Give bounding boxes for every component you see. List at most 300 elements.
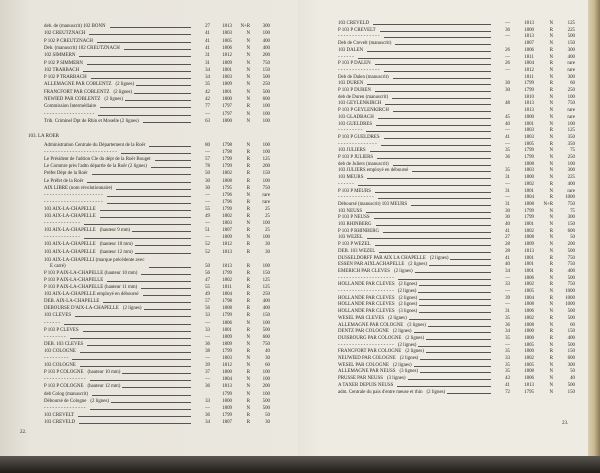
- color-grade: N: [246, 334, 250, 340]
- entry-label-line: FRANCFORT PAR COBLENTZ: [44, 89, 110, 95]
- table-row: [44, 119, 274, 125]
- value: 300: [567, 215, 575, 221]
- entry-main: [338, 135, 494, 141]
- value: 150: [567, 389, 575, 395]
- color-grade: R: [246, 206, 250, 212]
- entry-label: [338, 316, 384, 322]
- entry-label: [338, 189, 371, 195]
- value: 500: [262, 75, 270, 81]
- year: 1809: [222, 341, 232, 347]
- year: 1809: [222, 334, 232, 340]
- leader-line: [411, 205, 491, 206]
- value: 400: [262, 45, 270, 51]
- entry-label-line: A TAXER DEPUIS NEUSS: [338, 382, 394, 388]
- entry-main: [338, 75, 494, 81]
- lines-note: (hauteur 10 mm): [99, 242, 133, 248]
- table-row: [44, 171, 274, 177]
- lines-note: (2 lignes): [388, 315, 407, 321]
- color-grade: N: [549, 121, 553, 127]
- entry-label: [338, 148, 366, 154]
- year: 1802: [524, 315, 534, 321]
- year: 1802: [222, 277, 232, 283]
- entry-label: [44, 157, 151, 163]
- entry-main: [338, 122, 494, 128]
- entry-main: [44, 313, 194, 319]
- entry-main: [44, 164, 194, 170]
- leader-line: [419, 305, 491, 306]
- entry-main: [44, 39, 194, 45]
- year: 1813: [222, 263, 232, 269]
- entry-label-line: HOLLANDE PAR CLEVES: [338, 302, 395, 308]
- entry-label: [338, 229, 379, 235]
- entry-label: [338, 88, 371, 94]
- entry-main: [338, 316, 494, 322]
- table-row: [338, 215, 578, 221]
- entry-main: [338, 349, 494, 355]
- entry-label-line: - - - - - - - -: [44, 334, 66, 340]
- table-row: [44, 271, 274, 277]
- value: 300: [567, 74, 575, 80]
- table-row: [338, 61, 578, 67]
- entry-label-line: NEWIED PAR COBLENTZ: [44, 97, 101, 102]
- lines-note: (2 lignes): [405, 349, 424, 355]
- value: 250: [262, 82, 270, 88]
- color-grade: R: [246, 412, 250, 418]
- value: 750: [567, 282, 575, 288]
- entry-label-line: adm. Centrale du pais d'entre meuse et rhin: [338, 389, 423, 395]
- color-grade: R: [246, 263, 250, 269]
- value: 600: [262, 97, 270, 102]
- catalog-number: 42: [205, 89, 210, 95]
- catalog-number: —: [205, 235, 210, 241]
- table-row: [44, 193, 274, 199]
- entry-main: [44, 171, 194, 177]
- color-grade: N: [246, 60, 250, 66]
- entry-label: [44, 39, 93, 45]
- entry-label-line: 103 AIX-LA-CHAPELLE: [44, 249, 96, 255]
- entry-main: [44, 420, 194, 426]
- leader-line: [419, 312, 491, 313]
- value: 125: [567, 128, 575, 134]
- year: 1804: [524, 295, 534, 301]
- book-cover-shadow: [0, 456, 600, 473]
- entry-label: [338, 249, 375, 255]
- year: 1806: [524, 47, 534, 53]
- entry-label-line: - - - - - - - - - - - - - - - - - - - -: [338, 342, 394, 348]
- leader-line: [393, 78, 491, 79]
- entry-main: [338, 115, 494, 121]
- entry-label: [44, 228, 96, 234]
- catalog-number: 36: [505, 322, 510, 328]
- table-row: [338, 323, 578, 329]
- year: 1805: [524, 362, 534, 368]
- color-grade: N: [549, 215, 553, 221]
- entry-main: [44, 24, 194, 30]
- color-grade: R: [246, 419, 250, 425]
- entry-label-line: Le Commre près l'adtn départle de la Roër (2 lignes): [44, 164, 147, 170]
- year: 1800: [524, 349, 534, 355]
- catalog-number: 49: [205, 214, 210, 219]
- lines-note: (2 lignes): [90, 398, 109, 404]
- table-row: [338, 182, 578, 188]
- entry-label: [44, 278, 103, 284]
- catalog-number: 42: [205, 97, 210, 102]
- lines-note: (2 lignes): [397, 289, 417, 294]
- entry-main: [338, 302, 494, 308]
- table-row: [44, 384, 274, 390]
- entry-main: [44, 335, 194, 341]
- value: 125: [567, 21, 575, 26]
- entry-label: [44, 24, 106, 30]
- color-grade: R: [549, 81, 553, 87]
- catalog-number: 49: [205, 292, 210, 298]
- table-row: [44, 39, 274, 45]
- year: 1805: [524, 289, 534, 294]
- entry-label: [44, 271, 137, 277]
- entry-main: [338, 61, 494, 67]
- leader-line: [414, 332, 491, 333]
- entry-main: [338, 101, 494, 107]
- year: 1803: [222, 356, 232, 361]
- year: 1813: [524, 21, 534, 26]
- year: 1806: [524, 275, 534, 281]
- catalog-number: —: [205, 356, 210, 361]
- year: 1808: [524, 322, 534, 328]
- entry-main: [338, 182, 494, 188]
- entry-label-line: 103 JULIERS employé en déboursé: [338, 168, 409, 174]
- entry-label-line: DUISBOURG PAR COLOGNE: [338, 335, 402, 341]
- lines-note: (2 lignes): [398, 295, 418, 301]
- value: 40: [570, 376, 575, 382]
- year: 1813: [222, 24, 232, 29]
- color-grade: N: [246, 341, 250, 347]
- entry-main: [338, 128, 494, 134]
- lines-note: (hauteur 12 mm): [99, 249, 133, 255]
- entry-label: [338, 222, 372, 228]
- value: 225: [567, 27, 575, 33]
- leader-line: [366, 131, 491, 132]
- color-grade: N: [549, 275, 553, 281]
- year: 1812: [222, 53, 232, 59]
- entry-label: [44, 258, 145, 270]
- catalog-number: 48: [505, 101, 510, 107]
- table-row: [338, 75, 578, 81]
- entry-main: [338, 256, 494, 262]
- entry-label-line: 103 MEURS: [338, 175, 364, 181]
- catalog-number: 34: [205, 75, 210, 81]
- catalog-number: —: [205, 111, 210, 117]
- entry-main: [338, 249, 494, 255]
- leader-line: [107, 196, 191, 197]
- value: 100: [262, 111, 270, 117]
- entry-label-line: P 103 P NEUSS: [338, 215, 370, 221]
- year: 1800: [222, 118, 232, 124]
- year: 1809: [222, 60, 232, 66]
- lines-note: (2 lignes): [397, 342, 417, 348]
- table-row: [44, 75, 274, 81]
- leader-line: [366, 212, 491, 213]
- entry-main: [44, 258, 194, 270]
- entry-label-line: 102 SIMMERN: [44, 53, 76, 59]
- table-row: [44, 370, 274, 376]
- year: 1799: [222, 157, 232, 163]
- table-row: [44, 321, 274, 327]
- entry-label: [338, 21, 369, 27]
- table-row: [44, 157, 274, 163]
- entry-label: [338, 296, 395, 302]
- entry-main: [44, 90, 194, 96]
- leader-line: [375, 64, 491, 65]
- entry-label: [338, 122, 372, 128]
- entry-label-line: - - - - - -: [338, 54, 354, 60]
- entry-label: [338, 162, 389, 168]
- year: 1802: [524, 181, 534, 187]
- entry-label: [338, 195, 374, 201]
- year: 1799: [524, 148, 534, 154]
- color-grade: N: [549, 134, 553, 140]
- color-grade: N: [549, 155, 553, 160]
- entry-label: [338, 269, 390, 275]
- catalog-number: 35: [505, 369, 510, 375]
- entry-label-line: Le Préfet de la Roër: [44, 178, 84, 184]
- year: 1801: [524, 188, 534, 194]
- year: 1795: [524, 389, 534, 395]
- entry-label: [44, 377, 86, 383]
- catalog-number: 56: [205, 306, 210, 312]
- value: 500: [262, 398, 270, 404]
- leader-line: [395, 44, 491, 45]
- entry-main: [338, 189, 494, 195]
- entry-main: [338, 41, 494, 47]
- lines-note: (2 lignes): [122, 306, 142, 312]
- value: 300: [567, 362, 575, 368]
- color-grade: R: [549, 195, 553, 201]
- entry-label-line: 103 GEYLENKIRCH: [338, 101, 382, 107]
- year: 1804: [222, 377, 232, 383]
- lines-note: (2 lignes): [429, 255, 449, 261]
- year: 1797: [222, 104, 232, 110]
- year: 1805: [222, 38, 232, 44]
- entry-main: [44, 377, 194, 383]
- leader-line: [107, 203, 191, 204]
- entry-main: [44, 392, 194, 398]
- entry-label-line: deb de Duren (manuscrit): [338, 94, 389, 100]
- year: 1803: [524, 134, 534, 140]
- value: 500: [567, 315, 575, 321]
- lines-note: (hauteur 10 mm): [87, 370, 121, 376]
- entry-label-line: 103 AIX-LA-CHAPELLE: [44, 214, 96, 219]
- entry-label-line: 103 AIX-LA-CHAPELLE: [44, 242, 96, 248]
- value: 600: [262, 334, 270, 340]
- table-row: [44, 24, 274, 30]
- table-row: [44, 104, 274, 110]
- entry-label-line: - - - - - - - - - - - - - - -: [338, 34, 380, 40]
- entry-label: [44, 299, 99, 305]
- value: 750: [262, 185, 270, 191]
- catalog-number: 30: [505, 88, 510, 93]
- color-grade: N: [549, 376, 553, 382]
- year: 1806: [222, 45, 232, 51]
- leader-line: [122, 387, 191, 388]
- value: 100: [262, 118, 270, 124]
- entry-label-line: P 103 P DUREN: [338, 88, 371, 93]
- entry-label-line: P 103 P COLOGNE: [44, 384, 84, 390]
- year: 1807: [524, 41, 534, 47]
- leader-line: [384, 37, 491, 38]
- leader-line: [79, 423, 191, 424]
- entry-main: [338, 296, 494, 302]
- year: 1804: [524, 195, 534, 201]
- entry-label-line: - - - - - - - - - - - - - - - - - - - - -: [44, 192, 103, 198]
- entry-main: [338, 55, 494, 61]
- entry-label-line: P 103 P JULIERS: [338, 155, 374, 160]
- leader-line: [392, 98, 491, 99]
- color-grade: N: [246, 356, 250, 361]
- entry-label-line: 103 AIX-LA-CHAPELLE: [44, 228, 96, 234]
- color-grade: R: [246, 228, 250, 234]
- color-grade: N: [246, 53, 250, 59]
- catalog-number: —: [505, 302, 510, 308]
- entry-label-line: P 103 P COLOGNE: [44, 370, 84, 376]
- leader-line: [385, 104, 491, 105]
- leader-line: [420, 359, 491, 360]
- table-row: [338, 282, 578, 288]
- entry-main: [338, 162, 494, 168]
- catalog-number: 30: [505, 215, 510, 221]
- entry-label: [44, 363, 76, 369]
- entry-label-line: - - - - - - - - - - - - -: [44, 221, 80, 227]
- entry-label: [44, 119, 139, 125]
- leader-line: [418, 292, 491, 293]
- entry-main: [338, 242, 494, 248]
- color-grade: R: [549, 88, 553, 93]
- entry-label-line: 103 GLADBACH: [338, 114, 374, 120]
- value: 300: [262, 24, 270, 29]
- year: 1796: [222, 192, 232, 198]
- entry-label-line: - - - - - - - - - - - - -: [44, 235, 80, 241]
- entry-main: [44, 363, 194, 369]
- table-row: [338, 289, 578, 295]
- catalog-number: 41: [205, 31, 210, 37]
- table-row: [44, 82, 274, 88]
- color-grade: N: [549, 41, 553, 47]
- color-grade: N: [549, 389, 553, 395]
- entry-label-line: P 103 P CLEVES: [44, 327, 79, 333]
- catalog-number: 39: [505, 295, 510, 301]
- lines-note: (3 lignes): [407, 322, 426, 328]
- entry-label: [338, 155, 373, 161]
- table-row: [44, 363, 274, 369]
- entry-main: [338, 336, 494, 342]
- entry-main: [44, 214, 194, 220]
- leader-line: [143, 122, 191, 123]
- value: 100: [262, 143, 270, 148]
- lines-note: (2 lignes): [399, 356, 419, 361]
- catalog-number: 78: [205, 164, 210, 170]
- table-row: [338, 309, 578, 315]
- value: 500: [262, 327, 270, 333]
- entry-label: [338, 309, 395, 315]
- year: 1803: [222, 221, 232, 227]
- entry-main: [338, 142, 494, 148]
- entry-main: [44, 292, 194, 298]
- value: 500: [567, 342, 575, 348]
- entry-label-line: 103 CREVELD: [338, 21, 370, 26]
- color-grade: N: [549, 175, 553, 181]
- value: 50: [570, 369, 575, 375]
- color-grade: N: [549, 322, 553, 328]
- catalog-number: 33: [505, 356, 510, 361]
- entry-label: [338, 289, 394, 295]
- table-row: [338, 349, 578, 355]
- leader-line: [398, 279, 491, 280]
- leader-line: [92, 395, 191, 396]
- entry-main: [338, 108, 494, 114]
- value: 350: [567, 134, 575, 140]
- entry-label: [44, 164, 147, 170]
- catalog-number: 36: [205, 412, 210, 418]
- value: 150: [567, 222, 575, 227]
- value: 150: [262, 171, 270, 177]
- table-row: [338, 343, 578, 349]
- color-grade: R: [549, 282, 553, 288]
- year: 1801: [524, 262, 534, 268]
- catalog-number: —: [205, 192, 210, 198]
- leader-line: [380, 31, 491, 32]
- year: 1808: [524, 201, 534, 207]
- catalog-number: —: [205, 150, 210, 156]
- color-grade: N: [246, 391, 250, 397]
- entry-label: [44, 250, 96, 256]
- table-row: [338, 115, 578, 121]
- catalog-number: —: [505, 67, 510, 73]
- value: 400: [262, 299, 270, 305]
- entry-label: [44, 349, 76, 355]
- entry-main: [44, 299, 194, 305]
- leader-line: [397, 386, 491, 387]
- color-grade: N: [246, 221, 250, 227]
- entry-label-line: 103 CREVELT: [44, 412, 75, 418]
- catalog-number: —: [505, 141, 510, 147]
- color-grade: N: [549, 242, 553, 248]
- leader-line: [383, 232, 491, 233]
- leader-line: [100, 217, 191, 218]
- value: 350: [567, 141, 575, 147]
- value: 125: [262, 285, 270, 290]
- color-grade: R: [246, 285, 250, 290]
- table-row: [338, 55, 578, 61]
- entry-label-line: AIX LIBRE (nom révolutionnaire): [44, 185, 113, 191]
- entry-label-line: Deb de Crevelt (manuscrit): [338, 41, 392, 47]
- catalog-number: 31: [205, 60, 210, 66]
- entry-main: [44, 242, 194, 248]
- entry-label-line: - - - - - - - - -: [338, 128, 363, 134]
- table-row: [338, 369, 578, 375]
- year: 1799: [222, 206, 232, 212]
- value: 300: [567, 47, 575, 53]
- entry-label: [44, 399, 86, 405]
- color-grade: R: [246, 104, 250, 110]
- entry-label: [44, 75, 87, 81]
- entry-label-line: 103 AIX-LA-CHAPELLE: [44, 206, 96, 212]
- entry-label-line: DEB. AIX-LA-CHAPELLE: [44, 299, 100, 305]
- value: 75: [570, 148, 575, 154]
- leader-line: [100, 107, 191, 108]
- catalog-number: 35: [205, 82, 210, 88]
- catalog-number: 56: [205, 270, 210, 276]
- value: rare: [262, 192, 270, 198]
- table-row: [338, 336, 578, 342]
